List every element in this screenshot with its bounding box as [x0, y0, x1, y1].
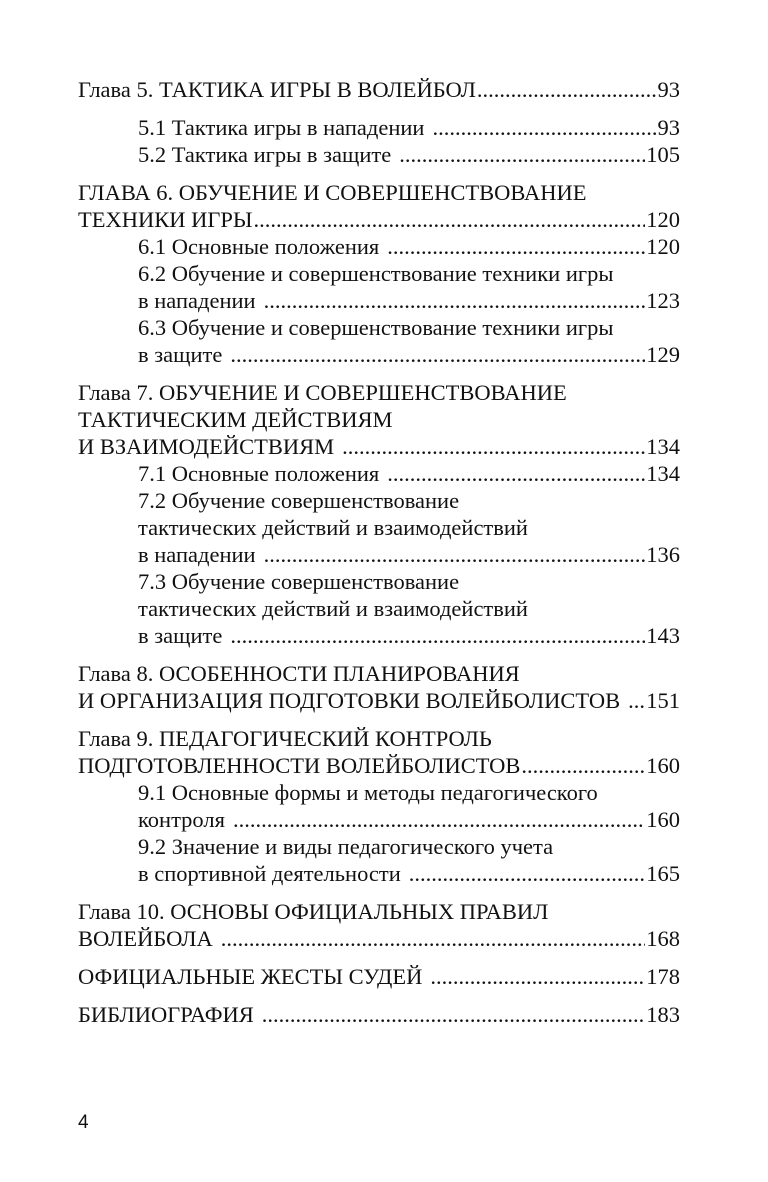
page-number: 4 [78, 1112, 89, 1133]
toc-chapter-line [78, 206, 680, 233]
dot-leader [521, 752, 645, 779]
toc-page-number: 120 [646, 207, 680, 232]
toc-line-text: в защите [138, 342, 223, 367]
toc-page-number: 151 [646, 688, 680, 713]
toc-chapter-line [78, 433, 680, 460]
dot-leader [399, 141, 645, 168]
toc-page-number: 123 [646, 288, 680, 313]
toc-entry [78, 379, 680, 649]
toc-entry [78, 76, 680, 103]
toc-subsection-line [78, 260, 680, 287]
toc-subsection-line [78, 487, 680, 514]
toc-entry [78, 114, 680, 168]
toc-page-number: 183 [646, 1002, 680, 1027]
toc-chapter-line [78, 898, 680, 925]
toc-chapter-line [78, 752, 680, 779]
toc-line-text: 5.2 Тактика игры в защите [138, 142, 392, 167]
toc-page-number: 134 [646, 434, 680, 459]
toc-chapter-line [78, 963, 680, 990]
toc-subsection-line [78, 860, 680, 887]
table-of-contents [78, 76, 680, 1039]
toc-entry [78, 963, 680, 990]
toc-chapter-line [78, 179, 680, 206]
toc-page-number: 93 [657, 115, 680, 140]
toc-line-text: И ВЗАИМОДЕЙСТВИЯМ [78, 434, 335, 459]
toc-subsection-line [78, 622, 680, 649]
toc-line-text: 7.1 Основные положения [138, 461, 380, 486]
toc-line-text: в спортивной деятельности [138, 861, 401, 886]
toc-line-text: 7.3 Обучение совершенствование [138, 569, 460, 594]
toc-page-number: 136 [646, 542, 680, 567]
toc-line-text: 5.1 Тактика игры в нападении [138, 115, 425, 140]
toc-entry [78, 1001, 680, 1028]
toc-entry [78, 660, 680, 714]
toc-line-text: 6.2 Обучение и совершенствование техники игры [138, 261, 614, 286]
toc-page-number: 134 [646, 461, 680, 486]
toc-line-text: БИБЛИОГРАФИЯ [78, 1002, 254, 1027]
toc-chapter-line [78, 687, 680, 714]
toc-page-number: 165 [646, 861, 680, 886]
toc-subsection-line [78, 514, 680, 541]
dot-leader [262, 1001, 645, 1028]
toc-line-text: 9.2 Значение и виды педагогического учета [138, 834, 554, 859]
dot-leader [254, 206, 646, 233]
toc-subsection-line [78, 314, 680, 341]
toc-page-number: 129 [646, 342, 680, 367]
toc-subsection-line [78, 833, 680, 860]
toc-line-text: ТАКТИЧЕСКИМ ДЕЙСТВИЯМ [78, 407, 393, 432]
toc-line-text: тактических действий и взаимодействий [138, 515, 528, 540]
toc-page-number: 143 [646, 623, 680, 648]
dot-leader [409, 860, 646, 887]
toc-entry [78, 898, 680, 952]
toc-subsection-line [78, 568, 680, 595]
toc-line-text: контроля [138, 807, 225, 832]
toc-line-text: Глава 8. ОСОБЕННОСТИ ПЛАНИРОВАНИЯ [78, 661, 520, 686]
toc-subsection-line [78, 779, 680, 806]
dot-leader [432, 114, 656, 141]
dot-leader [387, 233, 645, 260]
toc-line-text: ПОДГОТОВЛЕННОСТИ ВОЛЕЙБОЛИСТОВ [78, 753, 521, 778]
dot-leader [430, 963, 645, 990]
toc-subsection-line [78, 460, 680, 487]
dot-leader [628, 687, 645, 714]
toc-line-text: ТЕХНИКИ ИГРЫ [78, 207, 253, 232]
toc-line-text: тактических действий и взаимодействий [138, 596, 528, 621]
dot-leader [477, 76, 657, 103]
toc-page-number: 168 [646, 926, 680, 951]
toc-page-number: 120 [646, 234, 680, 259]
toc-subsection-line [78, 114, 680, 141]
toc-chapter-line [78, 379, 680, 406]
dot-leader [342, 433, 645, 460]
dot-leader [233, 806, 645, 833]
toc-line-text: 6.3 Обучение и совершенствование техники игры [138, 315, 614, 340]
toc-line-text: И ОРГАНИЗАЦИЯ ПОДГОТОВКИ ВОЛЕЙБОЛИСТОВ [78, 688, 621, 713]
toc-subsection-line [78, 341, 680, 368]
toc-chapter-line [78, 76, 680, 103]
dot-leader [264, 541, 646, 568]
toc-chapter-line [78, 406, 680, 433]
toc-chapter-line [78, 925, 680, 952]
toc-subsection-line [78, 233, 680, 260]
toc-line-text: Глава 5. ТАКТИКА ИГРЫ В ВОЛЕЙБОЛ [78, 77, 476, 102]
toc-line-text: в нападении [138, 288, 256, 313]
toc-line-text: Глава 9. ПЕДАГОГИЧЕСКИЙ КОНТРОЛЬ [78, 726, 492, 751]
toc-entry [78, 725, 680, 887]
toc-line-text: ОФИЦИАЛЬНЫЕ ЖЕСТЫ СУДЕЙ [78, 964, 423, 989]
toc-subsection-line [78, 806, 680, 833]
toc-subsection-line [78, 595, 680, 622]
toc-line-text: Глава 7. ОБУЧЕНИЕ И СОВЕРШЕНСТВОВАНИЕ [78, 380, 567, 405]
toc-line-text: Глава 10. ОСНОВЫ ОФИЦИАЛЬНЫХ ПРАВИЛ [78, 899, 549, 924]
toc-chapter-line [78, 725, 680, 752]
dot-leader [264, 287, 646, 314]
toc-page-number: 178 [646, 964, 680, 989]
dot-leader [221, 925, 645, 952]
toc-entry [78, 179, 680, 368]
dot-leader [387, 460, 645, 487]
toc-line-text: в нападении [138, 542, 256, 567]
toc-line-text: 6.1 Основные положения [138, 234, 380, 259]
toc-page-number: 93 [657, 77, 680, 102]
toc-subsection-line [78, 287, 680, 314]
toc-line-text: 7.2 Обучение совершенствование [138, 488, 460, 513]
toc-subsection-line [78, 141, 680, 168]
toc-line-text: 9.1 Основные формы и методы педагогического [138, 780, 598, 805]
toc-page-number: 105 [646, 142, 680, 167]
toc-line-text: в защите [138, 623, 223, 648]
toc-page-number: 160 [646, 807, 680, 832]
toc-subsection-line [78, 541, 680, 568]
toc-line-text: ВОЛЕЙБОЛА [78, 926, 213, 951]
dot-leader [230, 622, 645, 649]
toc-page-number: 160 [646, 753, 680, 778]
dot-leader [230, 341, 645, 368]
toc-line-text: ГЛАВА 6. ОБУЧЕНИЕ И СОВЕРШЕНСТВОВАНИЕ [78, 180, 587, 205]
toc-chapter-line [78, 1001, 680, 1028]
toc-chapter-line [78, 660, 680, 687]
